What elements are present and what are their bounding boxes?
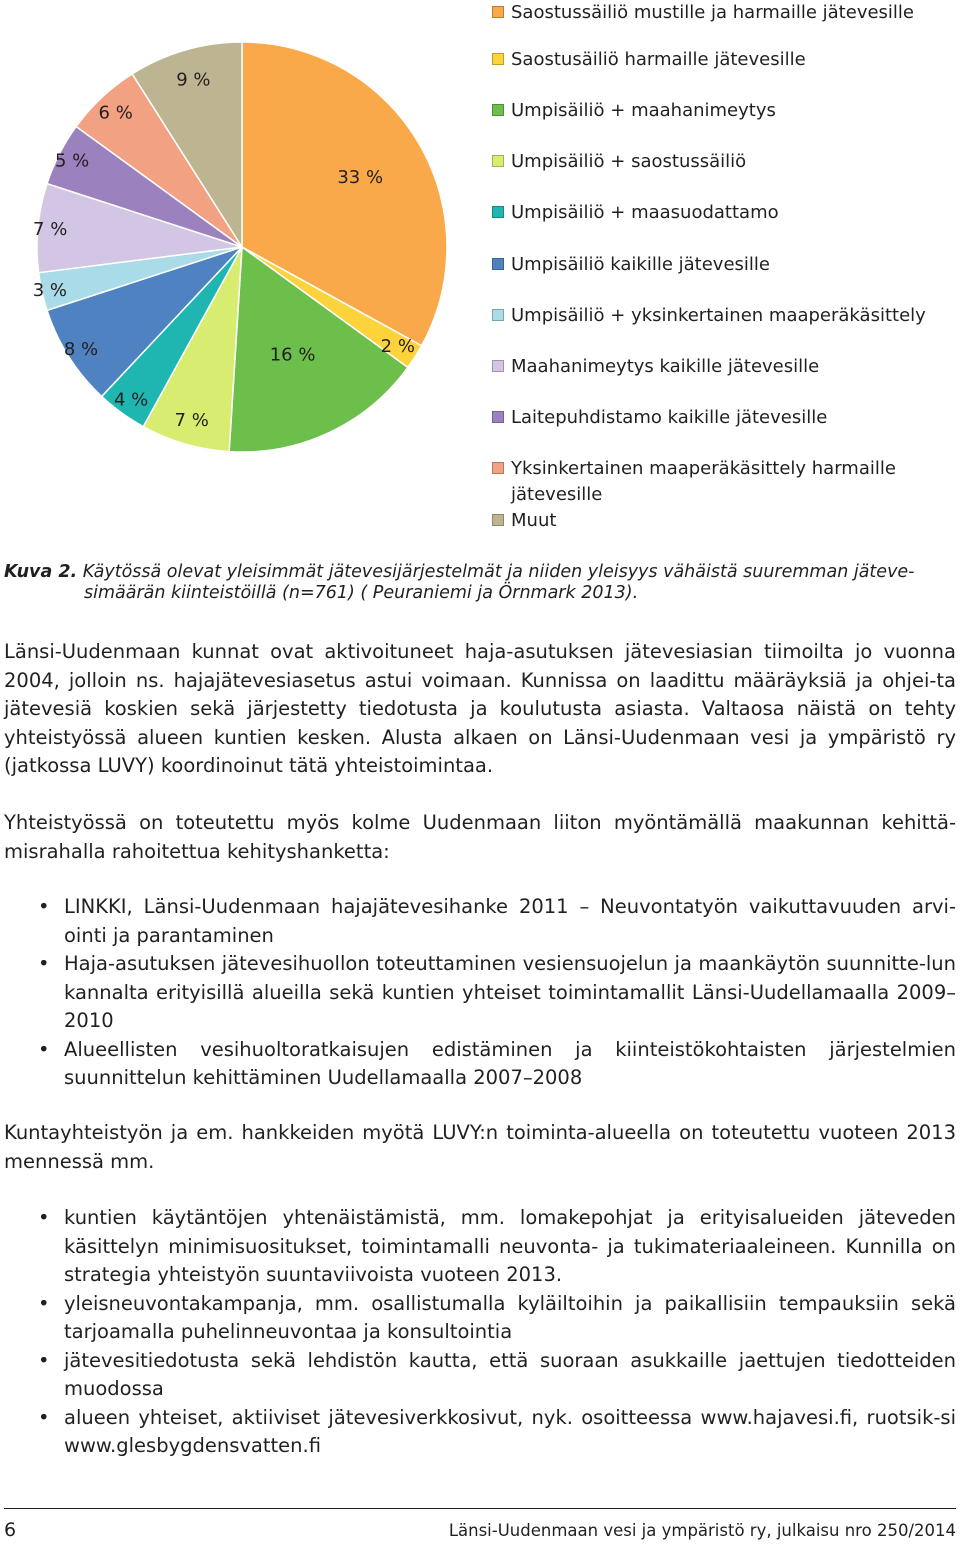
page-number: 6: [4, 1519, 17, 1541]
legend-swatch: [492, 514, 504, 526]
pie-slice-label: 7 %: [33, 218, 68, 240]
caption-label: Kuva 2.: [4, 562, 78, 582]
bullet-icon: •: [38, 952, 50, 975]
list-item: [0, 1347, 956, 1404]
list-item-text: jätevesitiedotusta sekä lehdistön kautta, että suoraan asukkaille jaettujen tiedotteiden muodossa: [64, 1348, 956, 1400]
pie-slice-label: 6 %: [98, 102, 133, 124]
caption-text-line2: simäärän kiinteistöillä (n=761) ( Peuraniemi ja Örnmark 2013).: [84, 583, 639, 603]
project-list: [0, 893, 956, 1093]
bullet-icon: •: [38, 1405, 50, 1429]
legend-label: Laitepuhdistamo kaikille jätevesille: [511, 407, 828, 428]
list-item-text: kuntien käytäntöjen yhtenäistämistä, mm. lomakepohjat ja erityisalueiden jäteveden käsittelyn minimisuositukset, toimintamalli neuvonta- ja tukimateriaaleineen. Kunnilla on strategia yhteistyön suuntaviivoista vuoteen 2013.: [64, 1206, 956, 1286]
legend-swatch: [492, 155, 504, 167]
legend-label: Saostusäiliö harmaille jätevesille: [511, 49, 806, 70]
legend-label: Umpisäiliö + saostussäiliö: [511, 151, 747, 172]
legend-swatch: [492, 309, 504, 321]
list-item-text: yleisneuvontakampanja, mm. osallistumalla kyläiltoihin ja paikallisiin tempauksiin sekä tarjoamalla puhelinneuvontaa ja konsultointia: [64, 1291, 956, 1343]
pie-slice-label: 33 %: [337, 167, 384, 189]
legend-label: Umpisäiliö + maasuodattamo: [511, 202, 779, 223]
bullet-icon: •: [38, 1037, 50, 1061]
legend-label: Umpisäiliö kaikille jätevesille: [511, 254, 770, 275]
body-paragraph-1: Länsi-Uudenmaan kunnat ovat aktivoituneet haja-asutuksen jätevesiasian tiimoilta jo vuonna 2004, jolloin ns. hajajätevesiasetus astui voimaan. Kunnissa on laadittu määräyksiä ja ohjei-ta jätevesiä koskien sekä järjestetty tiedotusta ja koulutusta asiasta. Valtaosa näistä on tehty yhteistyössä alueen kuntien kesken. Alusta alkaen on Länsi-Uudenmaan vesi ja ympäristö ry (jatkossa LUVY) koordinoinut tätä yhteistoimintaa.: [4, 640, 956, 777]
bullet-icon: •: [38, 1291, 50, 1315]
legend-label: Umpisäiliö + maahanimeytys: [511, 100, 776, 121]
list-item-text: Alueellisten vesihuoltoratkaisujen edistäminen ja kiinteistökohtaisten järjestelmien suunnittelun kehittäminen Uudellamaalla 2007–2008: [64, 1037, 956, 1089]
legend-label: Muut: [511, 510, 557, 531]
footer-divider: [4, 1508, 956, 1509]
legend-swatch: [492, 462, 504, 474]
list-item: [0, 893, 956, 950]
pie-slice-label: 7 %: [174, 410, 209, 432]
list-item-text: alueen yhteiset, aktiiviset jätevesiverkkosivut, nyk. osoitteessa www.hajavesi.fi, ruotsik-si www.glesbygdensvatten.fi: [64, 1405, 956, 1457]
pie-slice-label: 2 %: [380, 335, 415, 357]
legend-label: Saostussäiliö mustille ja harmaille jätevesille: [511, 2, 914, 23]
list-item: [0, 1404, 956, 1461]
list-item: [0, 1290, 956, 1347]
legend-label: Maahanimeytys kaikille jätevesille: [511, 356, 820, 377]
legend-label: Umpisäiliö + yksinkertainen maaperäkäsittely: [511, 305, 926, 326]
list-item: [0, 950, 956, 1036]
legend-swatch: [492, 360, 504, 372]
list-item: [0, 1204, 956, 1290]
bullet-icon: •: [38, 895, 50, 918]
pie-slice-label: 5 %: [54, 150, 90, 172]
pie-chart: [0, 0, 470, 540]
pie-slice-label: 16 %: [269, 344, 316, 366]
list-item-text: LINKKI, Länsi-Uudenmaan hajajätevesihanke 2011 – Neuvontatyön vaikuttavuuden arvi-ointi ja parantaminen: [64, 895, 956, 947]
bullet-icon: •: [38, 1206, 50, 1229]
caption-text-line1: Käytössä olevat yleisimmät jätevesijärjestelmät ja niiden yleisyys vähäistä suuremman jäteve-: [82, 562, 915, 582]
pie-slice-label: 8 %: [63, 339, 99, 361]
legend-swatch: [492, 411, 504, 423]
body-paragraph-3: Kuntayhteistyön ja em. hankkeiden myötä LUVY:n toiminta-alueella on toteutettu vuoteen 2013 mennessä mm.: [4, 1121, 956, 1173]
footer-publication: Länsi-Uudenmaan vesi ja ympäristö ry, julkaisu nro 250/2014: [448, 1521, 956, 1540]
body-paragraph-2: Yhteistyössä on toteutettu myös kolme Uudenmaan liiton myöntämällä maakunnan kehittä-misrahalla rahoitettua kehityshanketta:: [4, 811, 956, 863]
results-list: [0, 1204, 956, 1461]
legend-swatch: [492, 6, 504, 18]
legend-swatch: [492, 53, 504, 65]
legend-swatch: [492, 104, 504, 116]
legend-swatch: [492, 206, 504, 218]
bullet-icon: •: [38, 1348, 50, 1372]
pie-slice-label: 4 %: [113, 389, 149, 411]
legend-swatch: [492, 258, 504, 270]
pie-slice-label: 3 %: [32, 279, 68, 301]
figure-caption: [4, 562, 954, 604]
legend-label: Yksinkertainen maaperäkäsittely harmaille jätevesille: [511, 458, 896, 505]
list-item-text: Haja-asutuksen jätevesihuollon toteuttaminen vesiensuojelun ja maankäytön suunnitte-lun kannalta erityisillä alueilla sekä kuntien yhteiset toimintamallit Länsi-Uudellamaalla 2009–2010: [64, 952, 956, 1032]
list-item: [0, 1036, 956, 1093]
pie-slice-label: 9 %: [176, 69, 211, 91]
